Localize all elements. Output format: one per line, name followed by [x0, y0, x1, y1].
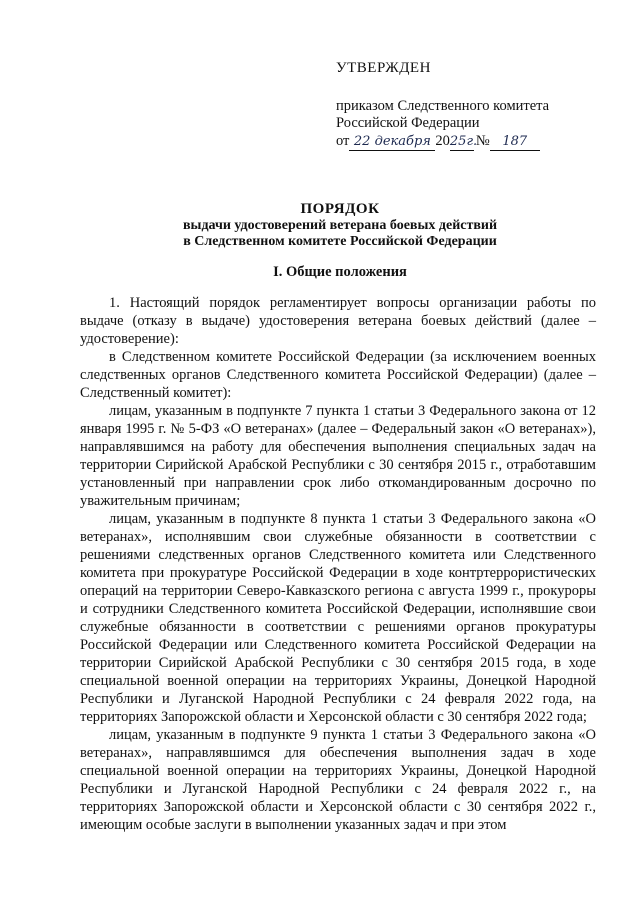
handwritten-number: 187	[490, 133, 540, 151]
year-prefix: 20	[435, 133, 450, 149]
title-sub-1: выдачи удостоверений ветерана боевых действий	[182, 218, 498, 233]
section-heading: I. Общие положения	[273, 264, 407, 280]
title-main: ПОРЯДОК	[300, 201, 380, 217]
paragraph: в Следственном комитете Российской Федерации (за исключением военных следственных органов Следственного комитета Российской Федерации) (далее – Следственный комитет):	[80, 349, 596, 401]
document-body	[80, 294, 596, 834]
approved-heading: УТВЕРЖДЕН	[336, 60, 431, 76]
title-sub-2: в Следственном комитете Российской Федерации	[183, 234, 497, 249]
paragraph: лицам, указанным в подпункте 7 пункта 1 статьи 3 Федерального закона от 12 января 1995 г. № 5-ФЗ «О ветеранах» (далее – Федеральный закон «О ветеранах»), направлявшимся на работу для обеспечения выполнения специальных задач на территории Сирийской Арабской Республики с 30 сентября 2015 г., отработавшим установленный при направлении срок либо откомандированным досрочно по уважительным причинам;	[80, 403, 596, 509]
number-sign: №	[475, 133, 490, 149]
approval-line-1: приказом Следственного комитета	[336, 97, 550, 114]
date-prefix: от	[336, 133, 350, 149]
paragraph: лицам, указанным в подпункте 9 пункта 1 статьи 3 Федерального закона «О ветеранах», направлявшимся для обеспечения выполнения задач в ходе специальной военной операции на территориях Украины, Донецкой Народной Республики и Луганской Народной Республики с 24 февраля 2022 г., на территориях Запорожской области и Херсонской области с 30 сентября 2022 г., имеющим особые заслуги в выполнении указанных задач и при этом	[80, 727, 596, 833]
paragraph: 1. Настоящий порядок регламентирует вопросы организации работы по выдаче (отказу в выдаче) удостоверения ветерана боевых действий (далее – удостоверение):	[80, 295, 596, 347]
handwritten-year: 25г.	[449, 133, 478, 149]
paragraph: лицам, указанным в подпункте 8 пункта 1 статьи 3 Федерального закона «О ветеранах», исполнявшим свои служебные обязанности в соответствии с решениями следственных органов Следственного комитета или Следственного комитета при прокуратуре Российской Федерации в ходе контртеррористических операций на территории Северо-Кавказского региона с августа 1999 г., прокуроры и сотрудники Следственного комитета Российской Федерации, исполнявшие свои служебные обязанности в соответствии с решениями органов прокуратуры Российской Федерации или Следственного комитета Российской Федерации на территории Сирийской Арабской Республики с 30 сентября 2015 года, в ходе специальной военной операции на территориях Украины, Донецкой Народной Республики и Луганской Народной Республики с 24 февраля 2022 года, на территориях Запорожской области и Херсонской области с 30 сентября 2022 года;	[80, 511, 596, 725]
document-title	[90, 200, 590, 250]
approval-line-2: Российской Федерации	[336, 115, 480, 131]
approval-block	[336, 60, 616, 151]
approval-date-line	[336, 133, 616, 151]
handwritten-date: 22 декабря	[349, 133, 435, 151]
